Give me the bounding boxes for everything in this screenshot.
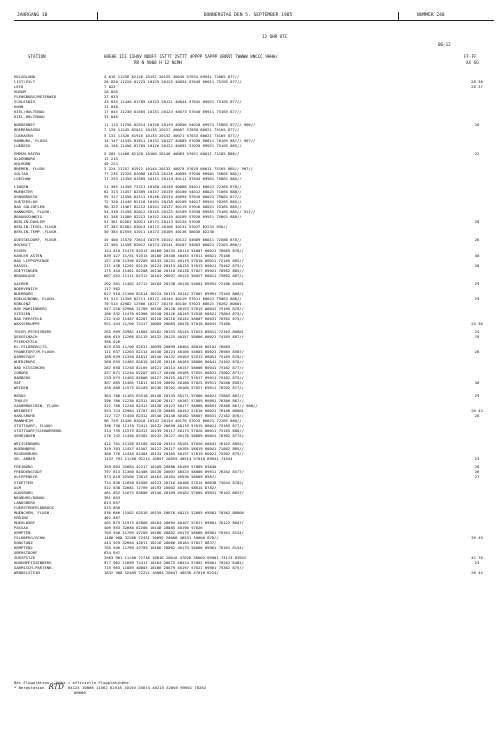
- station-name: NUERNBERG: [14, 446, 36, 452]
- station-name: KOBLENZ: [14, 300, 31, 306]
- station-name: OBERSTDORF: [14, 550, 38, 556]
- station-codes: 409 893 32680 82208 10148 20085 40190 57026: [104, 524, 203, 530]
- station-name: WEINBIET: [14, 407, 33, 413]
- station-codes: 462 867: [104, 514, 121, 520]
- wind-gusts: 28: [474, 219, 480, 225]
- station-name: COBURG: [14, 369, 29, 375]
- station-row: [14, 385, 494, 390]
- station-codes: 396 626: [104, 339, 121, 345]
- station-codes: 282 658 11258 82105 10121 20114 40157 58006 60041 75162 877//: [104, 364, 244, 370]
- station-codes: 834 947: [104, 550, 121, 556]
- station-name: THOLEY: [14, 397, 29, 403]
- station-codes: 734 836 11058 82506 10123 20116 40186 57014 60038 73044 8782/: [104, 479, 244, 485]
- station-codes: 268 655 11463 82015 10128 20116 40163 58008 60041 74162 878//: [104, 359, 244, 365]
- station-name: BAD HERSFELD: [14, 316, 43, 322]
- station-codes: 422 761 11156 82105 10120 20114 40181 57020 60041 76162 8852/: [104, 441, 244, 447]
- station-name: STOETTEN: [14, 479, 33, 485]
- station-name: MUENSTER: [14, 188, 33, 194]
- station-name: ERDING: [14, 514, 29, 520]
- station-name: HOHENPEISSENBERG: [14, 560, 52, 566]
- station-name: STUTTGART, FLUGH.: [14, 423, 54, 429]
- wind-gusts: 29: [474, 280, 480, 286]
- station-name: REGENSBURG: [14, 451, 38, 457]
- station-codes: 14 156 11456 81705 10126 20122 40092 57029 69921 75165 885//: [104, 142, 242, 148]
- station-name: WEIDEN: [14, 384, 29, 390]
- wind-gusts: 26: [474, 469, 480, 475]
- station-name: OLDENBURG: [14, 155, 36, 161]
- wind-gusts: 25: [474, 456, 480, 462]
- year-cell: JAHRGANG 10: [14, 12, 98, 20]
- station-name: NEUBURG/DONAU: [14, 494, 45, 500]
- station-name: KEMPTEN2: [14, 545, 33, 551]
- wind-gusts: 26 42: [471, 407, 483, 413]
- wind-gusts: 39 49: [471, 535, 483, 541]
- station-codes: 977 962 11689 72412 10164 20075 48524 57002 69901 70262 8484/: [104, 560, 244, 566]
- station-name: SCHLESWIG: [14, 99, 36, 105]
- station-codes: 111 637 11263 82114 10146 20124 40160 54003 60021 76565 8587/: [104, 349, 244, 355]
- station-codes: 202 501 11482 42712 10184 20138 40126 54001 69991 72186 84201: [104, 280, 244, 286]
- station-name: FREUDENSTADT: [14, 469, 43, 475]
- station-name: HANNOVER, FLUGH.: [14, 209, 52, 215]
- station-codes: 461 852 11675 83606 10146 20109 40182 57005 69941 76162 8657/: [104, 489, 244, 495]
- code-columns-sublabel: RR N 9000 H 12 NLMH: [134, 60, 182, 65]
- station-name: BAD MARIENBERG: [14, 306, 47, 312]
- station-codes: 443 929 32684 42611 10216 20086 40184 57027 8837/: [104, 540, 217, 546]
- station-row: [14, 433, 494, 438]
- wind-gusts: 30: [474, 252, 480, 258]
- signature: RTD: [48, 683, 64, 691]
- station-row: [14, 114, 494, 119]
- station-codes: 2963 961 11/00 72738 10016 20016 47026 58002 69901 74174 83942: [104, 555, 247, 561]
- wind-gusts: 24: [474, 329, 480, 335]
- station-name: NOERVENICH: [14, 285, 38, 291]
- wind-gusts: 28: [474, 349, 480, 355]
- station-name: KEMPTEN: [14, 529, 31, 535]
- wind-gusts: 28: [474, 412, 480, 418]
- station-codes: 363 706 11163 82518 10138 20135 40171 57008 60021 75865 887//: [104, 392, 244, 398]
- station-codes: 212 542 11467 82207 10128 20118 40152 58007 60031 76362 875//: [104, 316, 244, 322]
- station-codes: 175 444 11461 82208 10146 20110 40130 57027 69921 76562 885//: [104, 267, 244, 273]
- station-name: MANNHEIM: [14, 418, 33, 423]
- station-name: ESSEN: [14, 247, 26, 253]
- station-codes: 396 706 11236 82311 10126 20117 40167 57009 60091 76366 887//: [104, 397, 244, 403]
- wind-gusts: 26: [474, 122, 480, 128]
- station-codes: 5 131 11326 81916 10133 20132 40071 57033 60021 75165 877//: [104, 132, 240, 138]
- station-name: STUTTGART/SCHNARRENB.: [14, 428, 64, 434]
- ff-label: FF-FF: [464, 54, 477, 59]
- station-codes: 77 235 11320 82008 10133 20126 40095 57030 69981 75865 885//: [104, 170, 242, 176]
- station-codes: 825 635 11/00 92531 10099 20099 48484 56010 60101 76065: [104, 344, 231, 350]
- station-codes: 705 946 11789 42709 10186 20082 40179 56008 69901 70161 8154/: [104, 545, 244, 551]
- station-name: DUESSELDORF, FLUGH.: [14, 237, 59, 243]
- station-name: GARMISCH-PARTENK.: [14, 565, 54, 571]
- station-name: HELGOLAND: [14, 74, 36, 79]
- station-codes: 11 113 11256 82514 10150 20139 40056 54018 69971 75865 877// 906//: [104, 122, 256, 128]
- station-codes: 839 427 11/01 92515 10100 20100 48455 57011 60021 75166: [104, 252, 231, 258]
- station-name: AHLHORN: [14, 160, 31, 166]
- station-name: FELDBERG/SCHW.: [14, 535, 47, 541]
- station-name: TRIER-PETRISBERG: [14, 329, 52, 335]
- station-codes: 7 022: [104, 84, 116, 90]
- station-codes: 3 224 11257 81912 10144 20133 40079 57029 60011 75165 885// 907//: [104, 165, 254, 171]
- footer-note-airports: Bei Flugplätzen : Höhe = offizielle Flugplatzhöhe: [14, 680, 129, 685]
- station-codes: 14 147 11345 81811 10132 20127 40085 57036 60011 76165 887// 907//: [104, 137, 256, 143]
- station-codes: 112 727 11450 82312 10148 20140 40182 58007 60031 72162 878//: [104, 412, 244, 418]
- station-row: [14, 176, 494, 181]
- station-name: KONSTANZ: [14, 540, 33, 546]
- station-name: BERLIN-TEGEL,FLUGH.: [14, 224, 59, 230]
- station-column-label: STATION: [28, 54, 46, 59]
- station-row: [14, 456, 494, 461]
- station-codes: 108 639 11358 81811 10140 20132 40163 57013 60051 75165 878//: [104, 354, 244, 360]
- station-codes: 154 410 11475 82515 10160 20135 40115 55007 60021 78065 878//: [104, 247, 244, 253]
- station-codes: 797 815 11360 82406 10130 20097 48524 58006 69911 76262 8577/: [104, 469, 244, 475]
- wind-gusts: 27: [474, 474, 480, 480]
- station-name: KARLSRUHE: [14, 412, 36, 418]
- station-codes: 239 675 11463 82006 10127 20115 40177 57017 69911 75162 875//: [104, 374, 244, 380]
- station-codes: 719 963 11889 40803 10186 20079 40197 57021 69901 75362 875//: [104, 565, 244, 571]
- number-cell: NUMMER 248: [417, 13, 445, 18]
- station-codes: 276 742 11450 82302 10132 20127 40178 58009 60051 76362 8772/: [104, 433, 244, 439]
- station-codes: 396 738 11170 72411 10132 20099 40170 57015 60011 75165 877//: [104, 423, 244, 429]
- station-name: SAARBRUECKEN, FLUGH.: [14, 402, 61, 408]
- station-codes: 4 015 11256 82126 10152 20135 40045 57034 69941 72065 877//: [104, 74, 240, 79]
- wind-gusts: 26 44: [471, 570, 483, 576]
- station-name: WENDELSTEIN: [14, 570, 40, 576]
- station-codes: 1486 908 32286 72431 10095 20066 48531 50006 878//: [104, 535, 219, 541]
- station-codes: 21 405 11458 82012 10174 20141 40107 54003 60021 72162 880//: [104, 242, 242, 248]
- wind-gusts: 28: [474, 464, 480, 470]
- station-name: NORDERNEY: [14, 122, 36, 128]
- station-row: [14, 229, 494, 234]
- station-name: GOETTINGEN: [14, 267, 38, 273]
- station-name: DEUSELBACH: [14, 334, 38, 340]
- station-name: KASSEL: [14, 262, 29, 268]
- station-codes: 62 313 11457 82309 10157 20139 40100 54012 60021 71865 888//: [104, 188, 242, 194]
- station-codes: 37 382 82562 82013 10172 20106 40131 57037 82231 930//: [104, 224, 228, 230]
- station-name: BREMERHAVEN: [14, 127, 40, 133]
- station-name: KIEL/HOLTENAU: [14, 109, 45, 115]
- header-rule: [14, 20, 494, 21]
- station-codes: 96 729 11446 82010 10142 20134 40170 57015 60021 72165 880//: [104, 418, 242, 423]
- station-codes: 49 224: [104, 160, 118, 166]
- station-name: BAD SALZUFLEN: [14, 204, 45, 210]
- footer-code-line-2: 86800: [74, 690, 86, 695]
- station-name: EMDEN-HAFEN: [14, 150, 40, 156]
- station-codes: 1832 980 32489 72221 10084 20047 48536 57016 8224/: [104, 570, 219, 576]
- station-codes: 553 724 42984 31707 10170 20065 40152 57016 60021 76166 80001: [104, 407, 244, 413]
- station-name: BRAUNSCHWEIG: [14, 214, 43, 220]
- station-name: AACHEN: [14, 280, 29, 286]
- station-row: [14, 143, 494, 148]
- station-codes: 607 452 11111 82312 10101 20097 40125 58027 60011 75862 887//: [104, 272, 244, 278]
- station-codes: 519 858: [104, 504, 121, 510]
- wind-gusts: 29: [474, 392, 480, 398]
- weather-report-page: [14, 12, 494, 720]
- station-codes: 81 348 11580 82213 10152 20110 40109 57026 69911 75862 888//: [104, 214, 242, 220]
- wind-gusts: 22: [474, 150, 480, 156]
- station-name: BREMEN, FLUGH.: [14, 165, 47, 171]
- station-codes: 31 046: [104, 114, 118, 120]
- station-codes: 72 320 11446 82110 10161 20138 40109 54017 69941 70265 885//: [104, 199, 242, 205]
- footer-note-mountain: * Bergstation: [14, 685, 45, 690]
- station-name: LECK: [14, 84, 24, 90]
- station-rows: [14, 74, 494, 575]
- station-name: KIEL-HOLTENAU: [14, 114, 45, 120]
- station-name: LANDSBERG: [14, 499, 36, 505]
- station-codes: 322 708 11248 82412 10138 20123 40177 58008 60051 76366 887// 906//: [104, 402, 258, 408]
- station-codes: 12 038: [104, 104, 118, 110]
- station-codes: 547 526 42986 21709 10150 20128 40153 57015 60041 75165 878//: [104, 306, 244, 312]
- station-name: HOF: [14, 379, 22, 385]
- station-name: BERLIN-DAHLEM: [14, 219, 45, 225]
- station-name: MUEHLDORF: [14, 519, 36, 525]
- station-row: [14, 570, 494, 575]
- footer-code-line: 04124 10866 11562 62518 10159 20074 40215 52005 69901 70262: [67, 685, 207, 690]
- station-name: GIESSEN: [14, 311, 31, 317]
- station-name: PFERDSFELD: [14, 339, 38, 345]
- station-codes: 366 776 11458 82404 10134 20105 40197 57019 60021 75362 875//: [104, 451, 244, 457]
- station-codes: 91 513 11356 82711 10172 20144 40129 57011 60021 75862 888//: [104, 295, 242, 301]
- report-header: [14, 12, 494, 20]
- station-name: KL.FELDBERG/TS.: [14, 344, 50, 350]
- station-name: HOHN: [14, 104, 24, 110]
- station-codes: 98 325 11467 82212 10151 20137 40119 57016 60021 75165 885//: [104, 204, 242, 210]
- station-name: LUEBECK: [14, 142, 31, 148]
- station-name: KAHLER ASTEN: [14, 252, 43, 258]
- wind-gusts: 29: [474, 295, 480, 301]
- station-name: OSNABRUECK: [14, 194, 38, 200]
- station-name: FLENSBURG/MEIERWIK: [14, 94, 57, 100]
- station-codes: 921 544 11/00 72417 10085 20085 48478 57018 60041 75166: [104, 321, 231, 327]
- station-codes: 21 305 11458 72311 10160 20150 40068 54011 60021 72165 878//: [104, 183, 242, 189]
- station-codes: 70 515 42982 12506 10217 20176 40140 57023 60021 70262 80001: [104, 300, 242, 306]
- station-name: BRAUNLAGE: [14, 272, 36, 278]
- station-name: FRANKFURT/M.FLUGH.: [14, 349, 57, 355]
- wind-gusts: 29: [474, 334, 480, 340]
- ff-sublabel: XX GG: [466, 60, 479, 65]
- station-codes: 480 615 11266 82115 10132 20125 40157 58006 60021 74165 887//: [104, 334, 244, 340]
- station-codes: 157 430 11356 82209 10143 20131 40119 57016 60021 72165 885//: [104, 257, 244, 263]
- station-name: KOELN/BONN, FLUGH.: [14, 295, 57, 301]
- station-name: PASSAU: [14, 524, 29, 530]
- station-codes: 54 338 11456 82012 10145 20125 40109 57030 69951 75165 885// 911//: [104, 209, 256, 215]
- station-name: GR. ARBER: [14, 456, 36, 462]
- station-codes: 567 685 11465 71811 10119 20092 40160 57025 69911 70286 8587/: [104, 379, 244, 385]
- station-name: DARMSTADT: [14, 354, 36, 360]
- time-label: 12 UHR UTC: [262, 34, 288, 39]
- wind-gusts: 42 76: [471, 555, 483, 561]
- period-label: 06-12: [438, 42, 451, 47]
- station-name: BOCHOLT: [14, 242, 31, 248]
- station-name: HUSUM: [14, 89, 26, 95]
- station-codes: 5 203 11460 82120 10160 20140 40063 57021 60011 72165 888//: [104, 150, 240, 156]
- station-name: GUETERSLOH: [14, 199, 38, 205]
- station-codes: 269 803 32684 42217 10209 20086 40189 57009 83840: [104, 464, 217, 470]
- station-name: OEHRINGEN: [14, 433, 36, 439]
- station-name: BERUS: [14, 392, 26, 398]
- station-codes: 265 609 42982 41804 10182 20153 40145 57023 60011 72162 80001: [104, 329, 244, 335]
- wind-gusts: 26: [474, 262, 480, 268]
- station-name: LIST/SYLT: [14, 79, 36, 85]
- station-codes: 1437 791 11/00 92215 10057 20055 48514 57018 69941 74544: [104, 456, 233, 462]
- station-name: WUERZBURG: [14, 359, 36, 365]
- station-name: WEISSENBURG: [14, 441, 40, 447]
- station-name: NUERBURG: [14, 290, 33, 296]
- station-codes: 11 215: [104, 155, 118, 161]
- wind-gusts: 30: [474, 379, 480, 385]
- station-name: FREIBURG: [14, 464, 33, 470]
- station-codes: 27 033: [104, 94, 118, 100]
- station-codes: 705 946 11789 42709 10186 20082 40179 56008 69901 70161 8154/: [104, 529, 244, 535]
- station-codes: 438 688 11575 82109 10136 20102 40160 57027 69911 70262 877//: [104, 384, 244, 390]
- station-codes: 117 502: [104, 285, 121, 291]
- station-name: BAD LIPPSPRINGE: [14, 257, 50, 263]
- station-codes: 381 853: [104, 494, 121, 500]
- station-name: MUENCHEN, FLUGH.: [14, 509, 52, 515]
- station-codes: 95 317 11456 82111 10146 20134 40094 57016 60021 75862 877//: [104, 194, 242, 200]
- station-name: FUERSTENFELDBRUCK: [14, 504, 54, 510]
- station-codes: 45 400 11570 72614 10179 20142 40122 54009 60011 72586 878//: [104, 237, 242, 243]
- station-name: BERLIN-TEMP.,FLUGH.: [14, 229, 59, 235]
- station-name: BAMBERG: [14, 374, 31, 380]
- station-name: BAD KISSINGEN: [14, 364, 45, 370]
- station-codes: 28 026: [104, 89, 118, 95]
- station-name: ULM: [14, 484, 22, 490]
- report-footer: [14, 680, 206, 695]
- station-name: ZUGSPITZE: [14, 555, 36, 561]
- station-codes: 319 763 11457 81507 10127 20117 40185 58019 60041 71862 885//: [104, 446, 244, 452]
- station-row: [14, 273, 494, 278]
- date-cell: DONNERSTAG DEN 5. SEPTEMBER 1985: [98, 12, 399, 20]
- station-name: LINGEN: [14, 183, 29, 189]
- station-codes: 314 739 11575 82412 10139 20117 40173 57020 60011 75165 880//: [104, 428, 244, 434]
- wind-gusts: 25: [474, 560, 480, 566]
- station-codes: 231 438 11262 82115 10124 20113 40133 57013 60011 75462 875//: [104, 262, 244, 268]
- station-codes: 51 381 82562 82011 10171 20113 40134 57036: [104, 219, 201, 225]
- station-codes: 337 671 11240 82207 10117 20106 40165 57025 60021 75862 877//: [104, 369, 244, 375]
- station-codes: 401 875 11975 82806 10164 20094 40187 57027 69901 76122 8607/: [104, 519, 244, 525]
- station-codes: 17 045 11230 81505 10131 20124 40073 57040 69911 75165 877//: [104, 109, 242, 115]
- station-codes: 627 510 11160 82514 10124 20119 40142 57007 69991 75165 866//: [104, 290, 244, 296]
- wind-gusts: 28 36: [471, 79, 483, 85]
- station-name: AUGSBURG: [14, 489, 33, 495]
- station-name: WASSERKUPPE: [14, 321, 40, 327]
- station-codes: 50 384 82559 51911 10173 20109 40136 58036 82230: [104, 229, 215, 235]
- station-codes: 17 253 11450 81909 10151 20119 40111 57034 69901 75862 885//: [104, 175, 242, 181]
- station-codes: 530 866 11582 62518 10159 20076 40215 52005 69901 70262 86800: [104, 509, 244, 515]
- station-codes: 522 838 32681 72709 10193 20082 40194 58014 8782/: [104, 484, 217, 490]
- station-name: HAMBURG, FLUGH.: [14, 137, 50, 143]
- wind-gusts: 26: [474, 237, 480, 243]
- station-codes: 623 857: [104, 499, 121, 505]
- station-codes: 7 129 11245 82011 10139 20127 40067 57030 60021 75165 877//: [104, 127, 240, 133]
- wind-gusts: 28 37: [471, 84, 483, 90]
- station-name: SOLTAU: [14, 170, 29, 176]
- station-name: LUECHOW: [14, 175, 31, 181]
- station-name: KLIPPENECK: [14, 474, 38, 480]
- station-codes: 26 020 11220 81725 10129 20125 40034 57049 60011 75765 877//: [104, 79, 242, 85]
- station-codes: 43 035 11440 81709 10123 20121 40044 57042 69921 75165 877//: [104, 99, 242, 105]
- station-codes: 973 818 32586 72613 10164 20104 48536 58009 8587/: [104, 474, 217, 480]
- station-row: [14, 321, 494, 326]
- station-name: CUXHAVEN: [14, 132, 33, 138]
- code-columns-label: HOEHE III IIHVV NDDFF 1STTT 2STTT 4PPPP 5APPP 6RRRT 7WWWW 8NCCC 9HHH/: [104, 54, 278, 59]
- wind-gusts: 24 36: [471, 321, 483, 327]
- station-codes: 186 532 11476 81906 10140 20126 40145 57018 60021 75864 875//: [104, 311, 244, 317]
